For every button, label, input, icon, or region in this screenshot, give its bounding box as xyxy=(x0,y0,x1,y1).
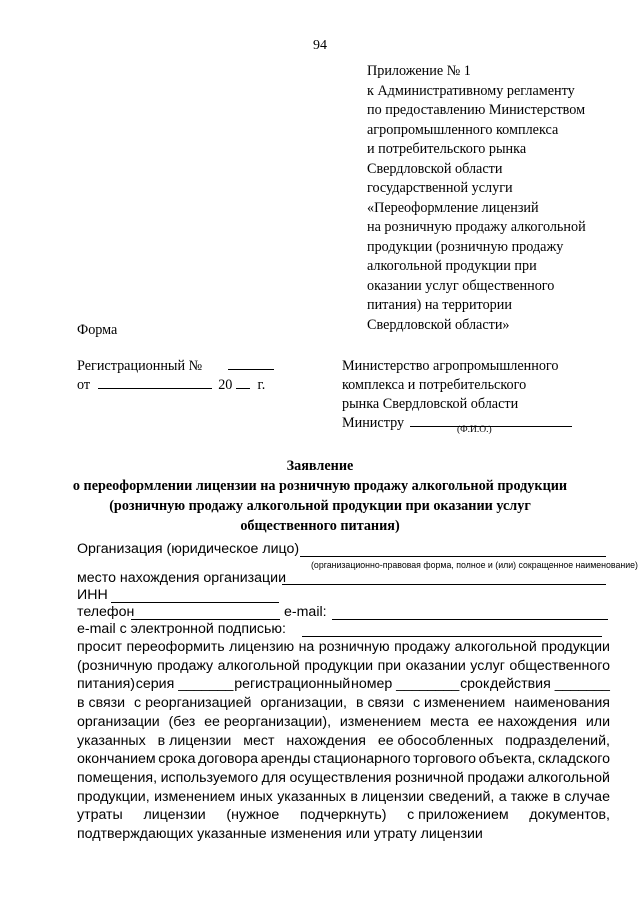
body-line xyxy=(77,750,610,769)
page-number: 94 xyxy=(313,38,327,53)
word: алкогольной xyxy=(454,639,537,655)
organization-field[interactable] xyxy=(300,556,606,557)
word: указанных xyxy=(277,788,346,805)
word: указанных xyxy=(77,732,146,749)
word: регистрационный xyxy=(234,676,351,693)
appendix-line: агропромышленного комплекса xyxy=(367,121,559,138)
word: изменением xyxy=(154,788,236,805)
organization-label: Организация (юридическое лицо) xyxy=(77,541,300,557)
esign-email-label: e-mail с электронной подписью: xyxy=(77,621,286,637)
registration-year-field[interactable] xyxy=(236,376,250,389)
validity-field[interactable]: действия _______ xyxy=(489,676,610,693)
word: договора xyxy=(198,751,259,768)
word: (розничную xyxy=(77,657,153,674)
appendix-line: на розничную продажу алкогольной xyxy=(367,219,586,235)
word: алкогольной xyxy=(527,769,610,786)
appendix-line: продукции (розничную продажу xyxy=(367,238,564,255)
body-line xyxy=(77,657,610,676)
appendix-line: и потребительского рынка xyxy=(367,141,527,157)
word: или xyxy=(585,713,610,730)
email-label: e-mail: xyxy=(284,604,327,620)
word: в лицензии xyxy=(157,732,232,749)
email-field[interactable] xyxy=(332,619,608,620)
word: лицензии xyxy=(143,807,206,824)
word: (без xyxy=(168,713,196,730)
word: иных xyxy=(239,788,273,805)
word: продукции xyxy=(304,657,374,674)
word: ее обособленных xyxy=(377,732,494,749)
addressee-line: Министерство агропромышленного xyxy=(342,358,559,374)
word: лицензию xyxy=(229,639,295,655)
registration-number-label: Регистрационный № xyxy=(77,358,203,374)
phone-label: телефон xyxy=(77,604,135,620)
body-line xyxy=(77,769,610,788)
word: стационарного xyxy=(313,751,411,768)
title-heading: Заявление xyxy=(286,458,354,474)
fio-hint: (Ф.И.О.) xyxy=(457,425,492,435)
word: в связи xyxy=(77,695,126,712)
word: розничную xyxy=(318,639,390,655)
appendix-line: алкогольной продукции при xyxy=(367,258,537,274)
inn-label: ИНН xyxy=(77,587,108,603)
registration-year: 20 xyxy=(218,377,233,393)
word: окончанием xyxy=(77,751,156,768)
registration-date-field[interactable] xyxy=(98,376,212,389)
appendix-line: «Переоформление лицензий xyxy=(367,199,539,216)
appendix-line: питания) на территории xyxy=(367,297,512,313)
word: в лицензии xyxy=(350,788,425,805)
esign-email-field[interactable] xyxy=(302,636,602,637)
word: осуществления xyxy=(289,769,392,786)
word: продажу xyxy=(394,639,451,655)
word: в случае xyxy=(552,788,610,805)
word: помещения, xyxy=(77,769,158,786)
body-line xyxy=(77,713,610,732)
word: продажи xyxy=(467,769,525,786)
body-line xyxy=(77,694,610,713)
word: ее реорганизации), xyxy=(204,713,332,730)
word: срок xyxy=(460,676,490,693)
word: утраты xyxy=(77,807,123,824)
form-label: Форма xyxy=(77,322,118,338)
word: алкогольной xyxy=(217,657,300,674)
body-last-line: подтверждающих указанные изменения или утрату лицензии xyxy=(77,826,483,843)
location-label: место нахождения организации xyxy=(77,570,287,586)
word: нахождения xyxy=(286,732,366,749)
word: а также xyxy=(498,788,549,805)
minister-label: Министру xyxy=(342,415,405,431)
word: мест xyxy=(243,732,275,749)
appendix-line: оказании услуг общественного xyxy=(367,277,555,294)
location-field[interactable] xyxy=(282,584,606,585)
word: оказании xyxy=(405,657,466,674)
appendix-line: к Административному регламенту xyxy=(367,82,575,99)
addressee-line: рынка Свердловской области xyxy=(342,396,519,412)
word: продукции xyxy=(541,639,610,655)
word: с приложением xyxy=(407,807,509,824)
registration-date-from: от xyxy=(77,377,91,393)
word: изменением xyxy=(339,713,422,730)
word: (нужное xyxy=(226,807,280,824)
word: при xyxy=(377,657,402,674)
word: используемого xyxy=(160,769,259,786)
word: наименования xyxy=(514,695,610,712)
title-line: общественного питания) xyxy=(240,518,400,534)
appendix-line: по предоставлению Министерством xyxy=(367,102,586,118)
word: на xyxy=(298,639,315,655)
appendix-line: Приложение № 1 xyxy=(367,63,471,79)
word: с изменением xyxy=(413,695,506,712)
appendix-block xyxy=(367,62,586,335)
word: срока xyxy=(158,751,196,768)
organization-hint: (организационно-правовая форма, полное и (или) сокращенное наименование) xyxy=(311,560,638,570)
word: для xyxy=(261,769,286,786)
word: продажу xyxy=(157,657,214,674)
registration-number-field[interactable] xyxy=(228,357,274,370)
word: складского xyxy=(537,751,610,768)
appendix-line: государственной услуги xyxy=(367,180,513,196)
word: ее нахождения xyxy=(477,713,577,730)
appendix-line: Свердловской области xyxy=(367,160,503,177)
inn-field[interactable] xyxy=(111,602,279,603)
word: питания) xyxy=(77,676,136,693)
appendix-line: Свердловской области» xyxy=(367,316,510,333)
word: организации, xyxy=(260,695,347,712)
body-line xyxy=(77,732,610,751)
registration-block xyxy=(77,357,274,395)
addressee-line: комплекса и потребительского xyxy=(342,377,527,393)
word: с реорганизацией xyxy=(134,695,252,712)
title-line: (розничную продажу алкогольной продукции при оказании услуг xyxy=(109,498,531,514)
series-field[interactable]: серия _______ xyxy=(135,676,234,693)
body-line xyxy=(77,806,610,825)
registration-year-suffix: г. xyxy=(257,377,266,393)
word: услуг xyxy=(470,657,505,674)
application-title xyxy=(0,456,640,536)
word: просит xyxy=(77,639,122,655)
word: документов, xyxy=(529,807,610,824)
word: места xyxy=(429,713,469,730)
word: сведений, xyxy=(428,788,495,805)
word: в связи xyxy=(355,695,405,712)
word: общественного xyxy=(509,657,610,674)
body-line xyxy=(77,638,610,657)
addressee-block xyxy=(342,357,572,433)
word: организации xyxy=(77,713,160,730)
word: торгового xyxy=(413,751,477,768)
word: переоформить xyxy=(126,639,225,655)
word: объекта, xyxy=(478,751,536,768)
phone-field[interactable] xyxy=(131,619,280,620)
title-line: о переоформлении лицензии на розничную продажу алкогольной продукции xyxy=(72,478,568,494)
word: аренды xyxy=(260,751,311,768)
body-line xyxy=(77,788,610,807)
word: подчеркнуть) xyxy=(299,807,387,824)
reg-number-field[interactable]: номер ________ xyxy=(350,676,460,693)
word: розничной xyxy=(394,769,464,786)
word: продукции, xyxy=(77,788,150,805)
application-body xyxy=(77,638,610,844)
body-line xyxy=(77,675,610,694)
word: подразделений, xyxy=(505,732,610,749)
